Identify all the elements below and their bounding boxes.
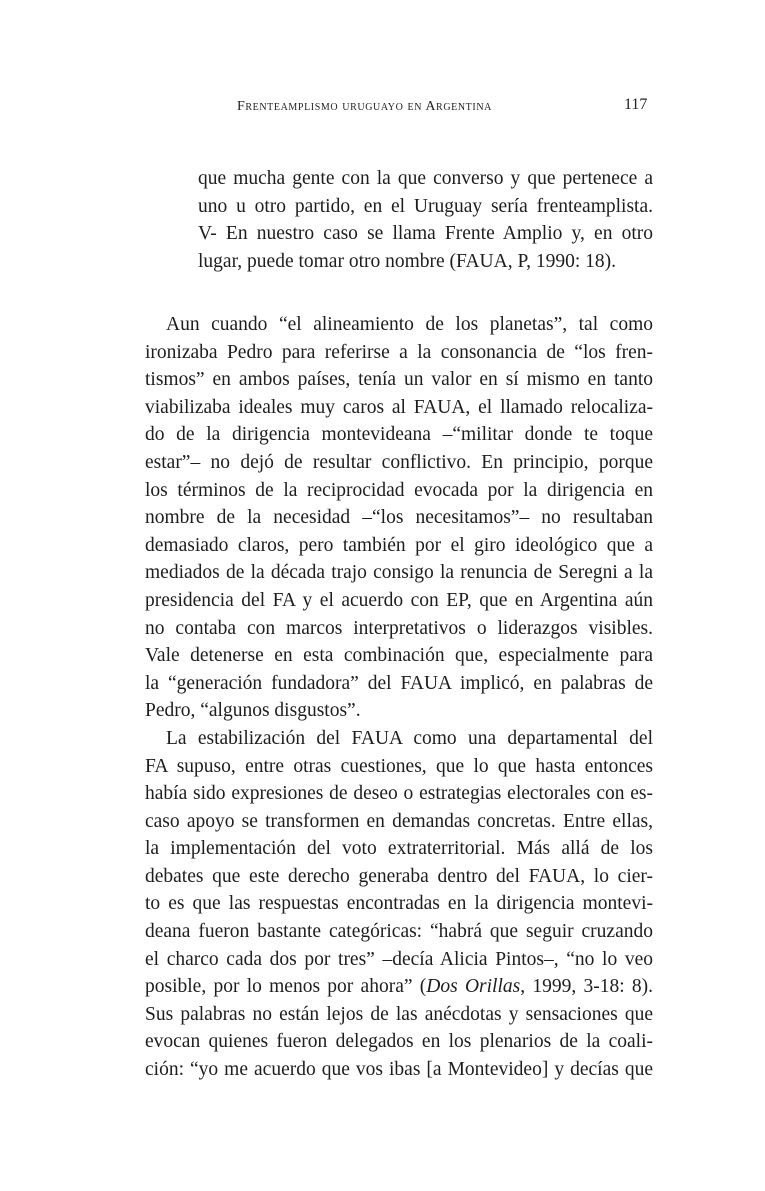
paragraph-2-line: deana fueron bastante categóricas: “habrá que seguir cruzando: [145, 921, 653, 943]
paragraph-1-line: Aun cuando “el alineamiento de los planetas”, tal como: [166, 314, 653, 335]
paragraph-1-line: Pedro, “algunos disgustos”.: [145, 700, 361, 722]
paragraph-1-line: demasiado claros, pero también por el giro ideológico que a: [145, 534, 653, 556]
quote-line: lugar, puede tomar otro nombre (FAUA, P, 1990: 18).: [198, 250, 617, 272]
citation-text-after: , 1999, 3-18: 8).: [520, 976, 654, 998]
paragraph-2-line: to es que las respuestas encontradas en la dirigencia montevi-: [145, 893, 653, 915]
paragraph-1-line: estar”– no dejó de resultar conflictivo. En principio, porque: [145, 451, 653, 473]
running-header: Frenteamplismo uruguayo en Argentina: [237, 99, 492, 114]
paragraph-2-line: FA supuso, entre otras cuestiones, que lo que hasta entonces: [145, 755, 653, 777]
block-quote: [198, 165, 653, 275]
paragraph-1-line: nombre de la necesidad –“los necesitamos”– no resultaban: [145, 507, 653, 529]
paragraph-1-line: Vale detenerse en esta combinación que, especialmente para: [145, 645, 653, 667]
paragraph-2-line: la implementación del voto extraterritorial. Más allá de los: [145, 838, 653, 860]
body-text: [145, 311, 653, 1084]
paragraph-1-line: no contaba con marcos interpretativos o liderazgos visibles.: [145, 617, 653, 639]
paragraph-1-line: mediados de la década trajo consigo la renuncia de Seregni a la: [145, 562, 653, 584]
paragraph-1-line: presidencia del FA y el acuerdo con EP, que en Argentina aún: [145, 589, 653, 611]
paragraph-2-line: evocan quienes fueron delegados en los plenarios de la coali-: [145, 1031, 653, 1053]
paragraph-1-line: do de la dirigencia montevideana –“militar donde te toque: [145, 424, 653, 446]
citation-text-before: posible, por lo menos por ahora” (: [145, 976, 427, 998]
paragraph-2-line: había sido expresiones de deseo o estrategias electorales con es-: [145, 783, 653, 805]
paragraph-2-line: debates que este derecho generaba dentro del FAUA, lo cier-: [145, 865, 653, 887]
paragraph-1-line: tismos” en ambos países, tenía un valor en sí mismo en tanto: [145, 369, 653, 391]
quote-line: que mucha gente con la que converso y que pertenece a: [198, 168, 653, 189]
paragraph-2-line: La estabilización del FAUA como una departamental del: [166, 727, 653, 749]
paragraph-1-line: viabilizaba ideales muy caros al FAUA, el llamado relocaliza-: [145, 396, 653, 418]
paragraph-2-line: ción: “yo me acuerdo que vos ibas [a Montevideo] y decías que: [145, 1059, 653, 1081]
paragraph-2-line: el charco cada dos por tres” –decía Alicia Pintos–, “no lo veo: [145, 948, 653, 970]
quote-line: uno u otro partido, en el Uruguay sería frenteamplista.: [198, 195, 653, 217]
paragraph-2-line: caso apoyo se transformen en demandas concretas. Entre ellas,: [145, 810, 653, 832]
paragraph-2-line: Sus palabras no están lejos de las anécdotas y sensaciones que: [145, 1003, 653, 1025]
paragraph-1-line: la “generación fundadora” del FAUA implicó, en palabras de: [145, 672, 653, 694]
quote-line: V- En nuestro caso se llama Frente Amplio y, en otro: [198, 223, 653, 244]
paragraph-1-line: ironizaba Pedro para referirse a la consonancia de “los fren-: [145, 341, 653, 363]
paragraph-2-line-citation: [145, 973, 653, 1001]
paragraph-1-line: los términos de la reciprocidad evocada por la dirigencia en: [145, 479, 653, 501]
page-number: 117: [624, 96, 648, 113]
citation-source: Dos Orillas: [426, 976, 521, 998]
